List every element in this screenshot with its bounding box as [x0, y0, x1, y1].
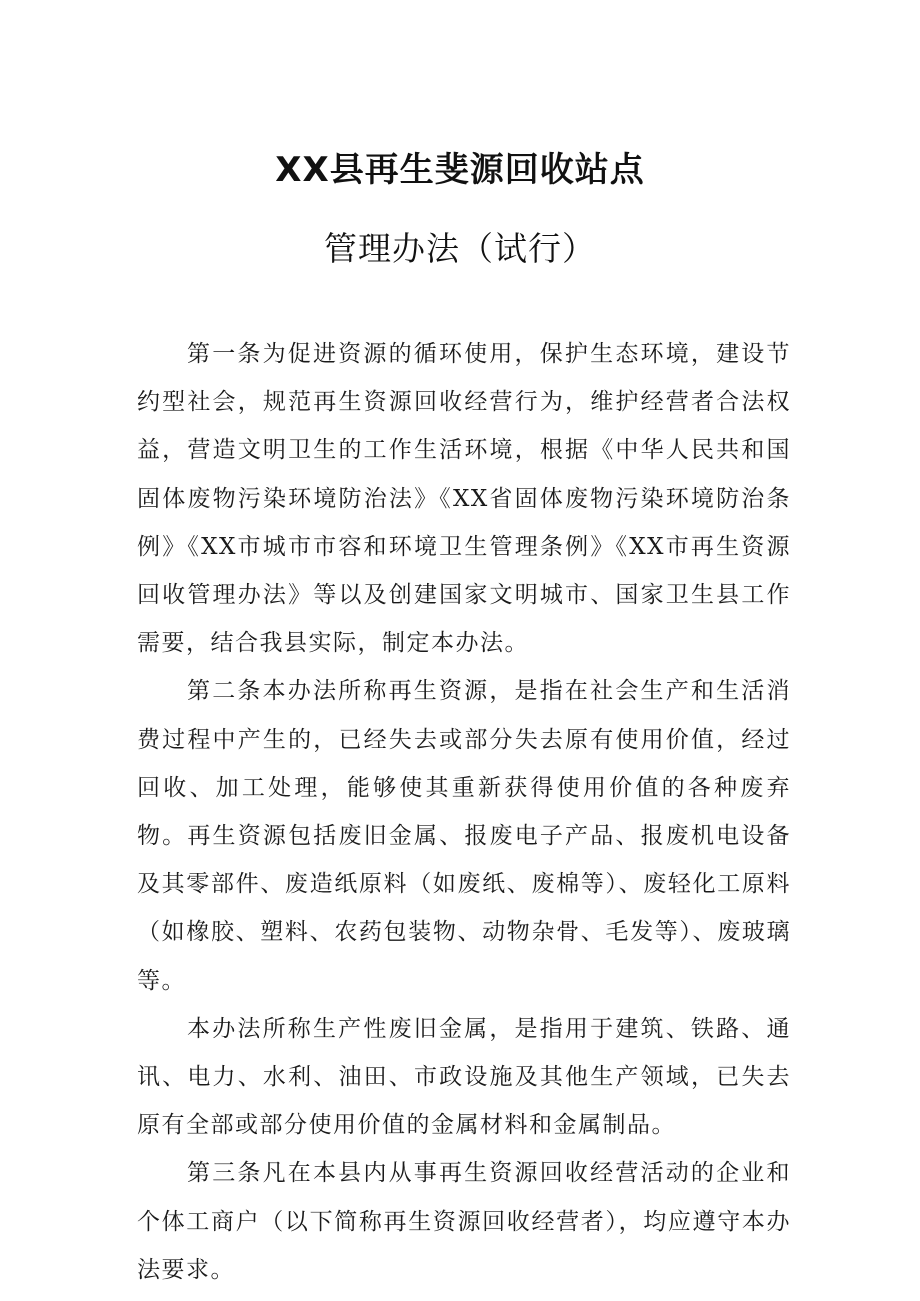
document-title-line-1: XX县再生斐源回收站点: [275, 150, 645, 190]
paragraph-article-2-scrap-metal: 本办法所称生产性废旧金属，是指用于建筑、铁路、通讯、电力、水利、油田、市政设施及其他生产领域，已失去原有全部或部分使用价值的金属材料和金属制品。: [137, 1015, 791, 1139]
document-title-line-2: 管理办法（试行）: [324, 229, 596, 268]
paragraph-article-3: 第三条凡在本县内从事再生资源回收经营活动的企业和个体工商户（以下简称再生资源回收经营者），均应遵守本办法要求。: [137, 1160, 791, 1283]
paragraph-article-2: 第二条本办法所称再生资源，是指在社会生产和生活消费过程中产生的，已经失去或部分失去原有使用价值，经过回收、加工处理，能够使其重新获得使用价值的各种废弃物。再生资源包括废旧金属、报废电子产品、报废机电设备及其零部件、废造纸原料（如废纸、废棉等）、废轻化工原料（如橡胶、塑料、农药包装物、动物杂骨、毛发等）、废玻璃等。: [137, 678, 791, 994]
paragraph-article-1: 第一条为促进资源的循环使用，保护生态环境，建设节约型社会，规范再生资源回收经营行为，维护经营者合法权益，营造文明卫生的工作生活环境，根据《中华人民共和国固体废物污染环境防治法》《XX省固体废物污染环境防治条例》《XX市城市市容和环境卫生管理条例》《XX市再生资源回收管理办法》等以及创建国家文明城市、国家卫生县工作需要，结合我县实际，制定本办法。: [137, 341, 791, 657]
document-body: [137, 330, 791, 1294]
